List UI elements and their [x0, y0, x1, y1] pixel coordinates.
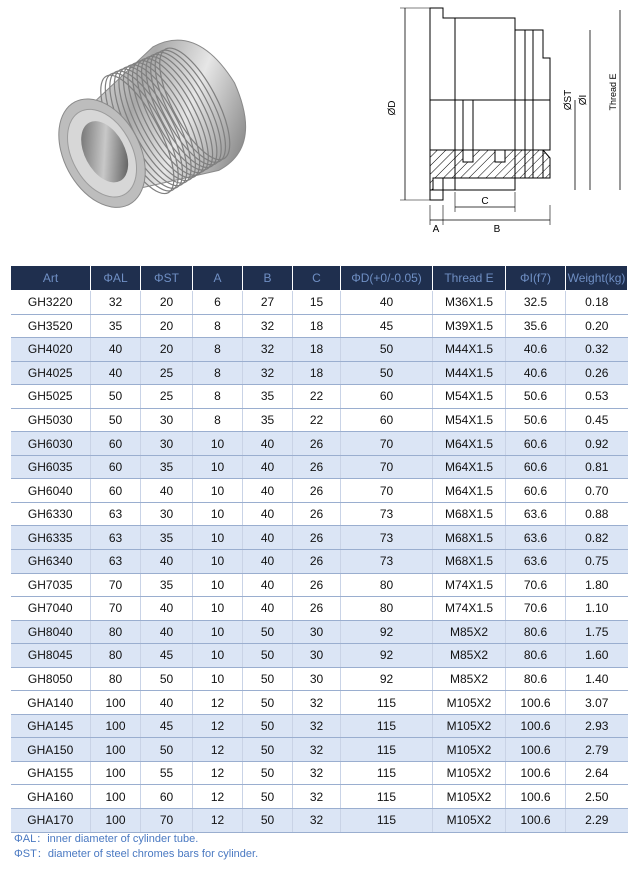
table-row — [11, 432, 628, 456]
table-cell: GHA150 — [11, 738, 91, 762]
table-cell: 40 — [243, 597, 293, 621]
table-cell: 0.45 — [566, 408, 628, 432]
table-cell: 0.70 — [566, 479, 628, 503]
table-cell: 100 — [91, 738, 141, 762]
label-b: B — [493, 224, 501, 235]
table-cell: 100.6 — [506, 761, 566, 785]
table-cell: 50 — [141, 738, 193, 762]
table-cell: 0.81 — [566, 455, 628, 479]
table-cell: M74X1.5 — [433, 597, 506, 621]
table-cell: 70 — [91, 573, 141, 597]
column-header: Thread E — [433, 266, 506, 291]
table-cell: M36X1.5 — [433, 291, 506, 315]
table-cell: 50 — [91, 385, 141, 409]
table-cell: 18 — [293, 361, 341, 385]
table-cell: 26 — [293, 479, 341, 503]
table-cell: 40 — [141, 620, 193, 644]
table-cell: GH5030 — [11, 408, 91, 432]
table-cell: 20 — [141, 291, 193, 315]
table-cell: 30 — [141, 408, 193, 432]
table-cell: 100 — [91, 809, 141, 833]
table-cell: 60 — [91, 479, 141, 503]
table-cell: 63 — [91, 550, 141, 574]
table-cell: 32 — [293, 761, 341, 785]
table-cell: 26 — [293, 502, 341, 526]
table-row — [11, 809, 628, 833]
label-st: ØST — [563, 89, 574, 111]
column-header: ΦAL — [91, 266, 141, 291]
table-row — [11, 644, 628, 668]
table-cell: 10 — [193, 479, 243, 503]
table-cell: 73 — [341, 550, 433, 574]
table-cell: 26 — [293, 550, 341, 574]
table-cell: 22 — [293, 408, 341, 432]
table-cell: 55 — [141, 761, 193, 785]
table-cell: 35 — [141, 573, 193, 597]
table-cell: GH3220 — [11, 291, 91, 315]
table-row — [11, 714, 628, 738]
table-cell: 60 — [91, 455, 141, 479]
table-cell: 73 — [341, 502, 433, 526]
table-cell: 3.07 — [566, 691, 628, 715]
table-cell: 50 — [243, 785, 293, 809]
table-row — [11, 785, 628, 809]
column-header: Weight(kg) — [566, 266, 628, 291]
table-cell: 30 — [141, 432, 193, 456]
table-cell: 0.26 — [566, 361, 628, 385]
table-cell: 40.6 — [506, 338, 566, 362]
table-cell: 115 — [341, 738, 433, 762]
table-cell: 10 — [193, 502, 243, 526]
table-cell: 10 — [193, 620, 243, 644]
table-cell: 80.6 — [506, 620, 566, 644]
label-i: ØI — [578, 94, 589, 106]
column-header: Art — [11, 266, 91, 291]
table-cell: 80 — [91, 667, 141, 691]
table-cell: 6 — [193, 291, 243, 315]
table-cell: 30 — [293, 667, 341, 691]
table-cell: 30 — [293, 644, 341, 668]
table-cell: 50.6 — [506, 385, 566, 409]
table-cell: 50 — [243, 738, 293, 762]
column-header: A — [193, 266, 243, 291]
table-cell: 100.6 — [506, 809, 566, 833]
table-cell: GH6330 — [11, 502, 91, 526]
table-cell: 63.6 — [506, 502, 566, 526]
table-cell: GH3520 — [11, 314, 91, 338]
table-cell: 80 — [91, 644, 141, 668]
table-cell: 80 — [91, 620, 141, 644]
table-cell: M68X1.5 — [433, 550, 506, 574]
table-cell: GHA140 — [11, 691, 91, 715]
table-cell: 40.6 — [506, 361, 566, 385]
table-cell: 100.6 — [506, 738, 566, 762]
table-cell: 100.6 — [506, 691, 566, 715]
table-cell: M68X1.5 — [433, 526, 506, 550]
table-cell: 12 — [193, 738, 243, 762]
table-row — [11, 455, 628, 479]
table-cell: 32 — [243, 314, 293, 338]
table-cell: 60.6 — [506, 432, 566, 456]
table-cell: GHA170 — [11, 809, 91, 833]
table-cell: M105X2 — [433, 761, 506, 785]
table-cell: 32 — [293, 691, 341, 715]
table-cell: GH6035 — [11, 455, 91, 479]
table-cell: 115 — [341, 714, 433, 738]
table-row — [11, 291, 628, 315]
table-cell: 45 — [341, 314, 433, 338]
table-row — [11, 597, 628, 621]
table-cell: 35 — [243, 408, 293, 432]
table-cell: 32.5 — [506, 291, 566, 315]
table-cell: 0.82 — [566, 526, 628, 550]
table-cell: 10 — [193, 573, 243, 597]
table-cell: 32 — [293, 714, 341, 738]
table-cell: 12 — [193, 809, 243, 833]
table-cell: 10 — [193, 597, 243, 621]
table-cell: GH7035 — [11, 573, 91, 597]
table-cell: 2.79 — [566, 738, 628, 762]
table-cell: 70 — [141, 809, 193, 833]
table-cell: 35 — [243, 385, 293, 409]
table-row — [11, 550, 628, 574]
table-cell: 10 — [193, 526, 243, 550]
table-cell: 10 — [193, 644, 243, 668]
column-header: ΦST — [141, 266, 193, 291]
table-cell: 25 — [141, 361, 193, 385]
table-cell: M74X1.5 — [433, 573, 506, 597]
table-cell: 63.6 — [506, 526, 566, 550]
table-cell: 32 — [91, 291, 141, 315]
table-cell: M105X2 — [433, 785, 506, 809]
table-cell: 70.6 — [506, 573, 566, 597]
table-cell: 40 — [243, 432, 293, 456]
table-row — [11, 620, 628, 644]
label-d: ØD — [387, 100, 398, 116]
table-cell: 80.6 — [506, 644, 566, 668]
table-cell: 50 — [91, 408, 141, 432]
table-cell: 40 — [141, 691, 193, 715]
table-cell: 26 — [293, 573, 341, 597]
table-cell: 10 — [193, 667, 243, 691]
table-row — [11, 667, 628, 691]
table-cell: 100.6 — [506, 714, 566, 738]
table-cell: 115 — [341, 809, 433, 833]
table-cell: 50 — [243, 761, 293, 785]
table-cell: M64X1.5 — [433, 432, 506, 456]
table-row — [11, 361, 628, 385]
table-cell: 0.18 — [566, 291, 628, 315]
table-cell: 0.32 — [566, 338, 628, 362]
table-cell: 50 — [243, 667, 293, 691]
table-cell: 50 — [341, 361, 433, 385]
table-cell: 40 — [243, 455, 293, 479]
table-cell: 1.80 — [566, 573, 628, 597]
product-photo — [40, 15, 270, 230]
table-cell: 40 — [243, 550, 293, 574]
table-cell: 35 — [91, 314, 141, 338]
table-row — [11, 408, 628, 432]
table-cell: 45 — [141, 714, 193, 738]
table-cell: 50.6 — [506, 408, 566, 432]
table-cell: M44X1.5 — [433, 338, 506, 362]
table-cell: M105X2 — [433, 714, 506, 738]
table-cell: 1.40 — [566, 667, 628, 691]
table-cell: 50 — [141, 667, 193, 691]
table-cell: M64X1.5 — [433, 479, 506, 503]
note-st: ΦST：diameter of steel chromes bars for cylinder. — [14, 848, 259, 860]
table-cell: 10 — [193, 455, 243, 479]
table-cell: 35 — [141, 455, 193, 479]
column-header: ΦD(+0/-0.05) — [341, 266, 433, 291]
table-cell: 32 — [243, 338, 293, 362]
footnotes — [14, 832, 258, 862]
table-cell: 50 — [243, 644, 293, 668]
table-cell: 26 — [293, 455, 341, 479]
table-row — [11, 761, 628, 785]
table-cell: 1.75 — [566, 620, 628, 644]
table-cell: 115 — [341, 785, 433, 809]
table-cell: 50 — [243, 809, 293, 833]
table-cell: 30 — [293, 620, 341, 644]
table-header-row — [11, 266, 628, 291]
table-cell: M105X2 — [433, 738, 506, 762]
table-cell: 32 — [293, 738, 341, 762]
table-cell: GHA145 — [11, 714, 91, 738]
table-row — [11, 502, 628, 526]
table-cell: 0.20 — [566, 314, 628, 338]
table-cell: 60 — [341, 408, 433, 432]
table-cell: GH8045 — [11, 644, 91, 668]
table-cell: 50 — [243, 714, 293, 738]
note-al: ΦAL：inner diameter of cylinder tube. — [14, 833, 199, 845]
table-cell: M68X1.5 — [433, 502, 506, 526]
table-cell: 70 — [341, 455, 433, 479]
table-cell: 18 — [293, 338, 341, 362]
table-cell: 70 — [341, 479, 433, 503]
column-header: B — [243, 266, 293, 291]
table-cell: 27 — [243, 291, 293, 315]
table-cell: GH8050 — [11, 667, 91, 691]
table-cell: 10 — [193, 432, 243, 456]
table-cell: 12 — [193, 785, 243, 809]
table-cell: 100.6 — [506, 785, 566, 809]
table-row — [11, 385, 628, 409]
table-cell: 1.60 — [566, 644, 628, 668]
column-header: C — [293, 266, 341, 291]
table-row — [11, 479, 628, 503]
table-cell: 20 — [141, 314, 193, 338]
table-cell: 26 — [293, 432, 341, 456]
table-cell: 70 — [341, 432, 433, 456]
table-cell: M85X2 — [433, 620, 506, 644]
table-cell: 30 — [141, 502, 193, 526]
table-cell: GHA160 — [11, 785, 91, 809]
table-cell: 40 — [91, 338, 141, 362]
table-cell: 8 — [193, 408, 243, 432]
table-cell: 12 — [193, 761, 243, 785]
table-cell: 60.6 — [506, 479, 566, 503]
table-cell: 0.88 — [566, 502, 628, 526]
specification-table — [10, 265, 628, 833]
table-cell: 2.93 — [566, 714, 628, 738]
table-cell: M85X2 — [433, 644, 506, 668]
table-cell: GH8040 — [11, 620, 91, 644]
table-cell: 2.64 — [566, 761, 628, 785]
table-cell: 92 — [341, 667, 433, 691]
table-cell: 8 — [193, 314, 243, 338]
table-cell: 2.50 — [566, 785, 628, 809]
table-cell: 32 — [293, 809, 341, 833]
table-cell: GH7040 — [11, 597, 91, 621]
table-cell: M85X2 — [433, 667, 506, 691]
table-cell: M39X1.5 — [433, 314, 506, 338]
table-cell: 63 — [91, 526, 141, 550]
table-cell: 100 — [91, 691, 141, 715]
table-row — [11, 738, 628, 762]
table-cell: M105X2 — [433, 809, 506, 833]
table-row — [11, 314, 628, 338]
table-cell: GH6030 — [11, 432, 91, 456]
table-cell: GH6340 — [11, 550, 91, 574]
table-cell: 60 — [141, 785, 193, 809]
table-cell: 92 — [341, 644, 433, 668]
table-cell: 60 — [91, 432, 141, 456]
table-cell: 26 — [293, 526, 341, 550]
table-cell: GH5025 — [11, 385, 91, 409]
table-cell: 40 — [341, 291, 433, 315]
table-cell: 32 — [243, 361, 293, 385]
table-cell: 8 — [193, 361, 243, 385]
table-row — [11, 526, 628, 550]
table-cell: 100 — [91, 785, 141, 809]
table-cell: 80 — [341, 597, 433, 621]
table-cell: M64X1.5 — [433, 455, 506, 479]
table-cell: 40 — [243, 526, 293, 550]
table-cell: 70 — [91, 597, 141, 621]
table-cell: 60.6 — [506, 455, 566, 479]
table-row — [11, 338, 628, 362]
table-cell: GH6335 — [11, 526, 91, 550]
table-cell: 22 — [293, 385, 341, 409]
table-cell: 50 — [243, 620, 293, 644]
table-cell: 92 — [341, 620, 433, 644]
table-cell: 115 — [341, 761, 433, 785]
table-cell: 20 — [141, 338, 193, 362]
table-cell: 40 — [243, 502, 293, 526]
table-cell: 12 — [193, 714, 243, 738]
table-cell: 40 — [141, 597, 193, 621]
table-cell: 40 — [243, 573, 293, 597]
table-cell: M54X1.5 — [433, 385, 506, 409]
table-cell: 63 — [91, 502, 141, 526]
table-cell: M54X1.5 — [433, 408, 506, 432]
table-cell: 10 — [193, 550, 243, 574]
table-cell: 8 — [193, 338, 243, 362]
table-cell: 32 — [293, 785, 341, 809]
table-cell: 45 — [141, 644, 193, 668]
table-cell: 73 — [341, 526, 433, 550]
table-cell: 15 — [293, 291, 341, 315]
table-row — [11, 573, 628, 597]
table-cell: GH4020 — [11, 338, 91, 362]
table-cell: 50 — [243, 691, 293, 715]
table-cell: 40 — [141, 479, 193, 503]
table-cell: GHA155 — [11, 761, 91, 785]
table-cell: 25 — [141, 385, 193, 409]
table-cell: 60 — [341, 385, 433, 409]
table-cell: 12 — [193, 691, 243, 715]
table-cell: GH6040 — [11, 479, 91, 503]
column-header: ΦI(f7) — [506, 266, 566, 291]
label-thread: Thread E — [608, 73, 618, 111]
table-cell: M44X1.5 — [433, 361, 506, 385]
table-cell: 40 — [91, 361, 141, 385]
table-cell: 0.53 — [566, 385, 628, 409]
table-cell: 70.6 — [506, 597, 566, 621]
table-cell: 80 — [341, 573, 433, 597]
table-cell: 18 — [293, 314, 341, 338]
table-cell: 0.75 — [566, 550, 628, 574]
table-cell: 35 — [141, 526, 193, 550]
table-cell: 40 — [243, 479, 293, 503]
table-cell: 80.6 — [506, 667, 566, 691]
table-cell: 40 — [141, 550, 193, 574]
table-cell: 35.6 — [506, 314, 566, 338]
table-cell: 50 — [341, 338, 433, 362]
table-cell: GH4025 — [11, 361, 91, 385]
table-cell: 63.6 — [506, 550, 566, 574]
table-cell: 0.92 — [566, 432, 628, 456]
table-cell: 8 — [193, 385, 243, 409]
table-row — [11, 691, 628, 715]
table-cell: 1.10 — [566, 597, 628, 621]
table-cell: 2.29 — [566, 809, 628, 833]
table-cell: 26 — [293, 597, 341, 621]
table-cell: M105X2 — [433, 691, 506, 715]
technical-drawing — [375, 0, 640, 240]
table-cell: 100 — [91, 761, 141, 785]
label-c: C — [481, 196, 489, 207]
label-a: A — [432, 224, 440, 235]
table-cell: 115 — [341, 691, 433, 715]
table-cell: 100 — [91, 714, 141, 738]
